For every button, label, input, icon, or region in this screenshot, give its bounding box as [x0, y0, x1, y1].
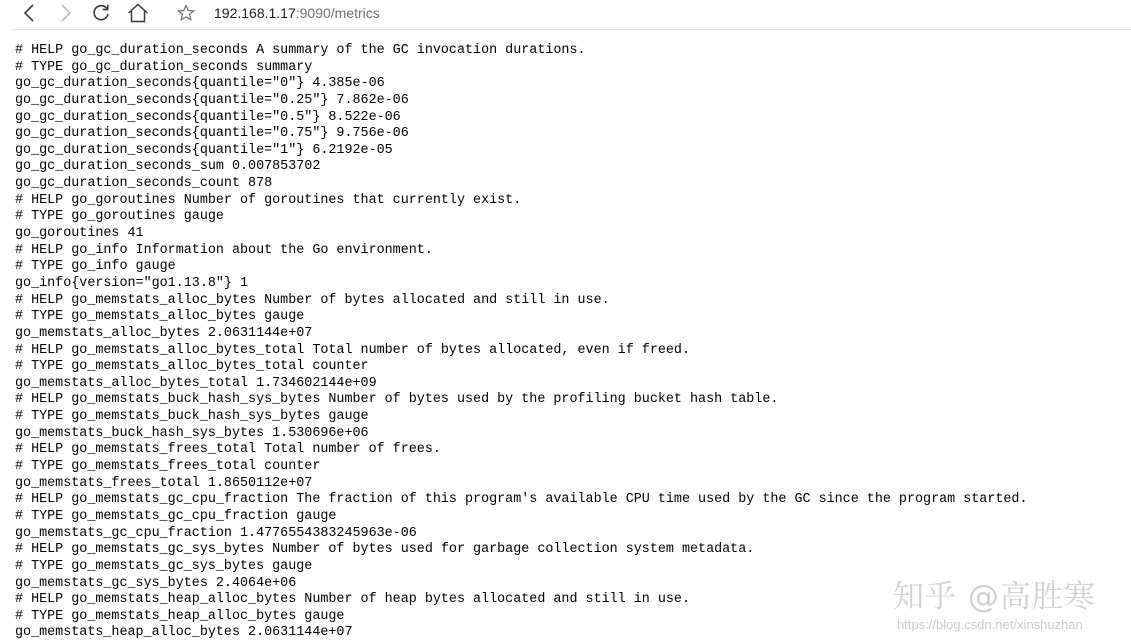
metric-line: go_info{version="go1.13.8"} 1	[15, 275, 249, 291]
metric-line: # HELP go_gc_duration_seconds A summary of the GC invocation durations.	[15, 43, 586, 58]
reload-icon	[91, 3, 111, 23]
metric-line: # TYPE go_memstats_frees_total counter	[15, 459, 321, 475]
watermark-csdn: https://blog.csdn.net/xinshuzhan	[897, 617, 1083, 632]
address-bar[interactable]	[214, 4, 380, 22]
metric-line: # HELP go_memstats_buck_hash_sys_bytes Number of bytes used by the profiling bucket hash table.	[15, 392, 779, 408]
metric-line: # HELP go_memstats_gc_sys_bytes Number of bytes used for garbage collection system metadata.	[15, 542, 755, 558]
metric-line: go_memstats_heap_alloc_bytes 2.0631144e+07	[15, 625, 353, 641]
metric-line: # HELP go_memstats_heap_alloc_bytes Number of heap bytes allocated and still in use.	[15, 592, 690, 608]
metric-line: # TYPE go_goroutines gauge	[15, 209, 224, 225]
metric-line: go_goroutines 41	[15, 226, 144, 242]
metric-line: go_memstats_frees_total 1.8650112e+07	[15, 475, 313, 491]
metric-line: # TYPE go_memstats_heap_alloc_bytes gauge	[15, 608, 345, 624]
back-button[interactable]	[17, 0, 41, 26]
metric-line: # TYPE go_memstats_alloc_bytes_total counter	[15, 359, 369, 375]
metric-line: go_gc_duration_seconds{quantile="0"} 4.385e-06	[15, 76, 385, 92]
metric-line: go_memstats_buck_hash_sys_bytes 1.530696e+06	[15, 425, 369, 441]
metric-line: go_gc_duration_seconds_sum 0.007853702	[15, 159, 321, 175]
bookmark-button[interactable]	[174, 0, 198, 26]
reload-button[interactable]	[89, 0, 113, 26]
metric-line: # HELP go_memstats_alloc_bytes_total Total number of bytes allocated, even if freed.	[15, 342, 690, 358]
metric-line: go_memstats_gc_sys_bytes 2.4064e+06	[15, 575, 297, 591]
address-host: 192.168.1.17	[214, 5, 296, 21]
metric-line: # HELP go_memstats_frees_total Total number of frees.	[15, 442, 441, 458]
metrics-text	[15, 43, 1028, 642]
metric-line: # HELP go_info Information about the Go environment.	[15, 242, 433, 258]
star-icon	[177, 4, 195, 22]
metric-line: # HELP go_memstats_gc_cpu_fraction The fraction of this program's available CPU time used by the GC since the program started.	[15, 492, 1028, 508]
chevron-right-icon	[60, 4, 72, 22]
metric-line: go_memstats_alloc_bytes_total 1.734602144e+09	[15, 375, 377, 391]
address-path: :9090/metrics	[295, 5, 380, 21]
watermark-zhihu: 知乎 @高胜寒	[893, 579, 1096, 615]
metric-line: # TYPE go_memstats_buck_hash_sys_bytes gauge	[15, 409, 369, 425]
metric-line: # TYPE go_gc_duration_seconds summary	[15, 59, 313, 75]
metric-line: go_memstats_gc_cpu_fraction 1.4776554383245963e-06	[15, 525, 417, 541]
metric-line: # TYPE go_info gauge	[15, 259, 176, 275]
metric-line: go_gc_duration_seconds{quantile="0.75"} 9.756e-06	[15, 126, 409, 142]
metric-line: # HELP go_memstats_alloc_bytes Number of bytes allocated and still in use.	[15, 292, 610, 308]
metric-line: # HELP go_goroutines Number of goroutines that currently exist.	[15, 192, 522, 208]
toolbar-divider	[12, 29, 1131, 30]
metric-line: go_gc_duration_seconds{quantile="0.25"} 7.862e-06	[15, 92, 409, 108]
home-icon	[127, 3, 149, 23]
metric-line: go_memstats_alloc_bytes 2.0631144e+07	[15, 325, 313, 341]
metric-line: # TYPE go_memstats_gc_sys_bytes gauge	[15, 558, 313, 574]
metric-line: # TYPE go_memstats_alloc_bytes gauge	[15, 309, 305, 325]
browser-toolbar	[0, 0, 1131, 28]
home-button[interactable]	[126, 0, 150, 26]
metric-line: go_gc_duration_seconds{quantile="0.5"} 8.522e-06	[15, 109, 401, 125]
forward-button[interactable]	[54, 0, 78, 26]
metric-line: go_gc_duration_seconds_count 878	[15, 176, 273, 192]
metric-line: go_gc_duration_seconds{quantile="1"} 6.2192e-05	[15, 142, 393, 158]
chevron-left-icon	[23, 4, 35, 22]
metric-line: # TYPE go_memstats_gc_cpu_fraction gauge	[15, 508, 337, 524]
